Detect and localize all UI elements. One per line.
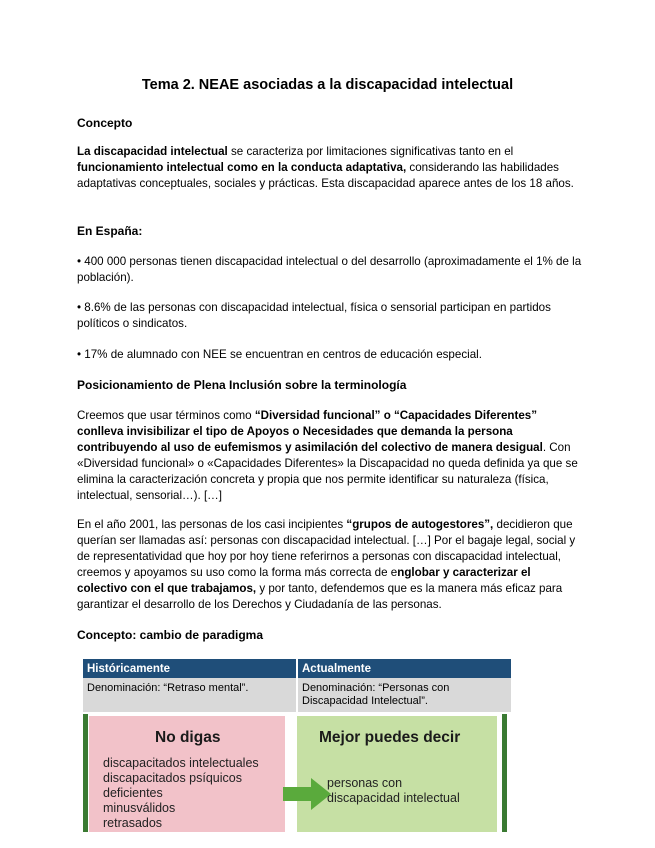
- text-span: y por tanto, defendemos que es la manera más eficaz para garantizar el desarrollo de los Derechos y Ciudadanía de las personas.: [77, 582, 563, 611]
- heading-concepto: Concepto: [77, 116, 133, 130]
- paragraph-concepto: [77, 144, 583, 192]
- left-border-bar: [83, 714, 88, 832]
- paradigm-table: [83, 659, 511, 712]
- better-say-heading: Mejor puedes decir: [319, 729, 461, 746]
- better-say-line: discapacidad intelectual: [327, 791, 460, 805]
- bullet-item-1: • 400 000 personas tienen discapacidad intelectual o del desarrollo (aproximadamente el 1% de la población).: [77, 255, 582, 284]
- bold-text: funcionamiento intelectual como en la conducta adaptativa,: [77, 161, 407, 174]
- text-span: considerando las habilidades adaptativas conceptuales, sociales y prácticas. Esta discapacidad aparece antes de los 18 años.: [77, 161, 574, 190]
- terminology-graphic: [83, 714, 509, 832]
- table-header-cell: Históricamente: [83, 659, 297, 678]
- list-item: retrasados: [103, 816, 163, 830]
- heading-espana: En España:: [77, 224, 143, 238]
- right-border-bar: [502, 714, 507, 832]
- text-span: decidieron que querían ser llamadas así: personas con discapacidad intelectual. […] Por el bagaje legal, social y de representatividad que hoy por hoy tiene referirnos a personas con discapacidad intelectual, creemos y apoyamos su uso como la forma más correcta de e: [77, 518, 576, 579]
- paragraph-plena-1: [77, 408, 583, 504]
- better-say-line: personas con: [327, 776, 403, 790]
- better-say-text: [327, 776, 460, 806]
- bold-text: “Diversidad funcional” o “Capacidades Diferentes” conlleva invisibilizar el tipo de Apoyos o Necesidades que demanda la persona contribuyendo al uso de eufemismos y asimilación del colectivo de manera desigual: [77, 409, 543, 454]
- table-cell: Denominación: “Personas con Discapacidad Intelectual”.: [297, 678, 511, 712]
- bullet-item-2: • 8.6% de las personas con discapacidad intelectual, física o sensorial participan en partidos políticos o sindicatos.: [77, 301, 551, 330]
- table-cell: Denominación: “Retraso mental”.: [83, 678, 297, 712]
- better-say-panel: [297, 716, 497, 832]
- bold-text: “grupos de autogestores”,: [346, 518, 494, 531]
- page-title: Tema 2. NEAE asociadas a la discapacidad intelectual: [141, 77, 514, 93]
- dont-say-panel: [89, 716, 285, 832]
- bold-text: La discapacidad intelectual: [77, 145, 228, 158]
- list-item: minusválidos: [103, 801, 176, 815]
- text-span: Creemos que usar términos como: [77, 409, 255, 422]
- table-header-row: [83, 659, 511, 678]
- bold-text: nglobar y caracterizar el colectivo con el que trabajamos,: [77, 566, 531, 595]
- table-row: [83, 678, 511, 712]
- text-span: En el año 2001, las personas de los casi incipientes: [77, 518, 347, 531]
- heading-plena-inclusion: Posicionamiento de Plena Inclusión sobre la terminología: [77, 378, 407, 392]
- paragraph-plena-2: [77, 517, 583, 613]
- list-item: discapacitados psíquicos: [103, 771, 242, 785]
- text-span: . Con «Diversidad funcional» o «Capacidades Diferentes» la Discapacidad no queda definida ya que se elimina la caracterización concreta y propia que nos permite identificar su naturaleza (física, intelectual, sensorial…). […]: [77, 441, 578, 502]
- list-item: deficientes: [103, 786, 163, 800]
- heading-cambio-paradigma: Concepto: cambio de paradigma: [77, 628, 264, 642]
- right-arrow-icon: [283, 778, 333, 810]
- dont-say-list: [103, 756, 259, 831]
- table-header-cell: Actualmente: [297, 659, 511, 678]
- list-item: discapacitados intelectuales: [103, 756, 259, 770]
- dont-say-heading: No digas: [155, 729, 221, 746]
- bullet-item-3: • 17% de alumnado con NEE se encuentran en centros de educación especial.: [77, 348, 482, 361]
- text-span: se caracteriza por limitaciones significativas tanto en el: [227, 145, 514, 158]
